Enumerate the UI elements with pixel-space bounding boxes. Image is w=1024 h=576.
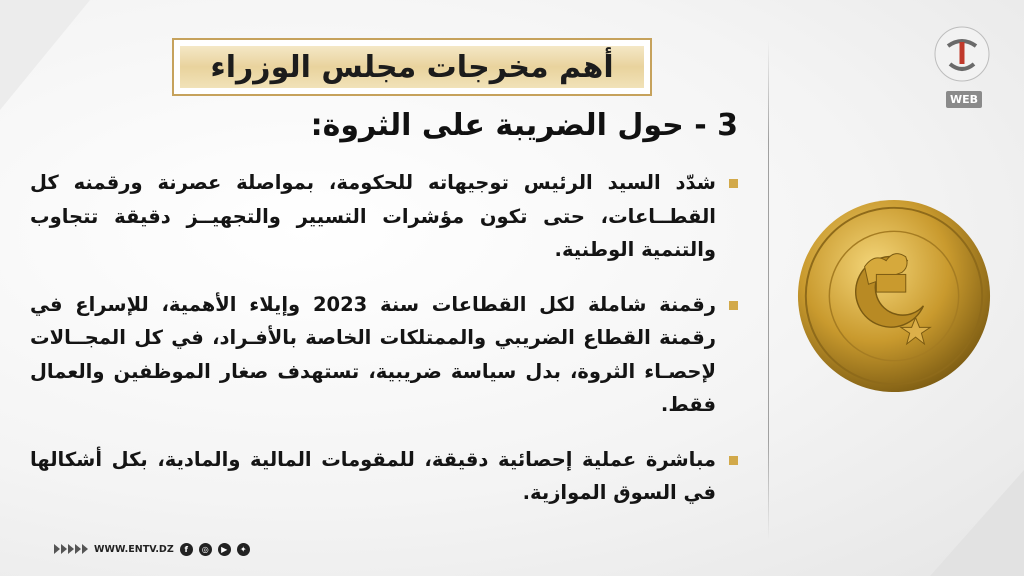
web-badge: WEB — [946, 91, 982, 108]
facebook-icon[interactable]: f — [180, 543, 193, 556]
page-title: أهم مخرجات مجلس الوزراء — [180, 46, 644, 88]
list-item — [30, 443, 742, 510]
divider — [768, 40, 769, 540]
list-item — [30, 288, 742, 422]
title-frame — [172, 38, 652, 96]
section-heading: 3 - حول الضريبة على الثروة: — [310, 108, 738, 143]
bullet-square-icon — [729, 179, 738, 188]
instagram-icon[interactable]: ◎ — [199, 543, 212, 556]
footer — [54, 540, 250, 558]
twitter-icon[interactable]: ✦ — [237, 543, 250, 556]
bullet-square-icon — [729, 456, 738, 465]
bullet-square-icon — [729, 301, 738, 310]
list-item-text: شدّد السيد الرئيس توجيهاته للحكومة، بمواصلة عصرنة ورقمنه كل القطــاعات، حتى تكون مؤشرات التسيير والتجهيــز دقيقة تتجاوب والتنمية الوطنية. — [30, 171, 716, 261]
list-item-text: رقمنة شاملة لكل القطاعات سنة 2023 وإيلاء الأهمية، للإسراع في رقمنة القطاع الضريبي والممتلكات الخاصة بالأفـراد، في كل المجــالات لإحصـاء الثروة، بدل سياسة ضريبية، تستهدف صغار الموظفين والعمال فقط. — [30, 292, 717, 416]
website-link[interactable]: WWW.ENTV.DZ — [94, 543, 174, 555]
youtube-icon[interactable]: ▶ — [218, 543, 231, 556]
bullet-list — [30, 166, 742, 531]
list-item — [30, 166, 742, 267]
dinar-coin-icon — [796, 198, 992, 394]
chevrons-icon — [54, 544, 88, 554]
list-item-text: مباشرة عملية إحصائية دقيقة، للمقومات المالية والمادية، بكل أشكالها في السوق الموازية. — [30, 447, 716, 504]
